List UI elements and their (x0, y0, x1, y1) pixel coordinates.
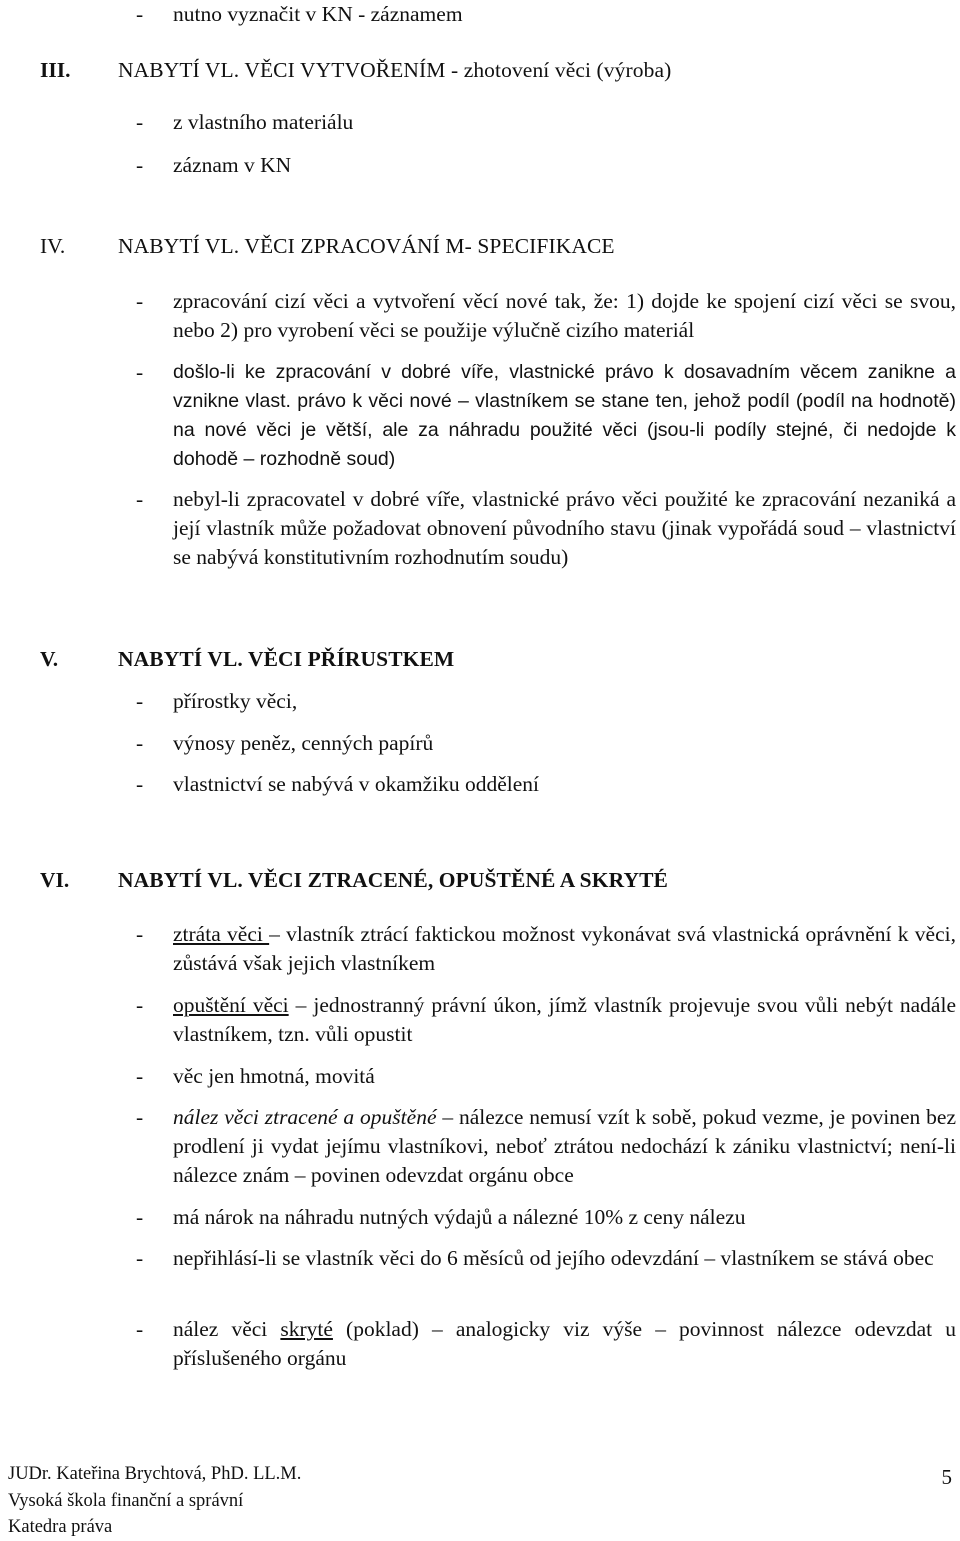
term-italic: nález věci ztracené a opuštěné (173, 1105, 437, 1129)
term-definition: – nálezce nemusí vzít k sobě, pokud vezme, je povinen bez prodlení ji vydat jejímu vlastníkovi, neboť ztrátou nedochází k zániku vlastnictví; není-li nálezce znám – povinen odevzdat orgánu obce (173, 1105, 956, 1187)
footer-author: JUDr. Kateřina Brychtová, PhD. LL.M. (8, 1464, 302, 1484)
bullet-dash: - (136, 110, 144, 134)
bullet-dash: - (136, 689, 144, 713)
list-item-text: nepřihlásí-li se vlastník věci do 6 měsíců od jejího odevzdání – vlastníkem se stává obec (173, 1246, 934, 1270)
bullet-dash: - (136, 772, 144, 796)
section-number-vi: VI. (40, 868, 70, 892)
bullet-dash: - (136, 1317, 144, 1341)
term-definition: (poklad) – analogicky viz výše – povinnost nálezce odevzdat u příslušeného orgánu (173, 1317, 956, 1370)
bullet-dash: - (136, 487, 144, 511)
list-item-text: výnosy peněz, cenných papírů (173, 731, 434, 755)
term-definition: – jednostranný právní úkon, jímž vlastník projevuje svou vůli nebýt nadále vlastníkem, tzn. vůli opustit (173, 993, 956, 1046)
bullet-dash: - (136, 1205, 144, 1229)
bullet-dash: - (136, 731, 144, 755)
section-number-v: V. (40, 647, 59, 671)
list-item-text: nutno vyznačit v KN - záznamem (173, 2, 463, 26)
term-definition: – vlastník ztrácí faktickou možnost vykonávat svá vlastnická oprávnění k věci, zůstává však jejich vlastníkem (173, 922, 956, 975)
section-heading-vi: NABYTÍ VL. VĚCI ZTRACENÉ, OPUŠTĚNÉ A SKRYTÉ (118, 868, 668, 892)
bullet-dash: - (136, 289, 144, 313)
term-underlined: opuštění věci (173, 993, 289, 1017)
bullet-dash: - (136, 1064, 144, 1088)
list-item-text (173, 1103, 956, 1190)
list-item-text: došlo-li ke zpracování v dobré víře, vlastnické právo k dosavadním věcem zanikne a vznikne vlast. právo k věci nové – vlastníkem se stane ten, jehož podíl (podíl na hodnotě) na nové věci je větší, ale za náhradu použité věci (jsou-li podíly stejné, či nedojde k dohodě – rozhodně soud) (173, 361, 956, 470)
bullet-dash: - (136, 1105, 144, 1129)
bullet-dash: - (136, 153, 144, 177)
list-item-text: z vlastního materiálu (173, 110, 354, 134)
footer-department: Katedra práva (8, 1517, 113, 1537)
list-item-text: věc jen hmotná, movitá (173, 1064, 375, 1088)
list-item-text (173, 920, 956, 978)
list-item-text: zpracování cizí věci a vytvoření věcí nové tak, že: 1) dojde ke spojení cizí věci se svou, nebo 2) pro vyrobení věci se použije výlučně cizího materiál (173, 289, 956, 342)
bullet-dash: - (136, 1246, 144, 1270)
bullet-dash: - (136, 993, 144, 1017)
list-item-text (173, 991, 956, 1049)
bullet-dash: - (136, 922, 144, 946)
section-heading-iv: NABYTÍ VL. VĚCI ZPRACOVÁNÍ M- SPECIFIKACE (118, 234, 615, 258)
section-heading-iii: NABYTÍ VL. VĚCI VYTVOŘENÍM - zhotovení věci (výroba) (118, 58, 672, 82)
term-prefix: nález věci (173, 1317, 281, 1341)
section-heading-v: NABYTÍ VL. VĚCI PŘÍRUSTKEM (118, 647, 455, 671)
footer-school: Vysoká škola finanční a správní (8, 1491, 244, 1511)
term-underlined: skryté (280, 1317, 333, 1341)
list-item-text: nebyl-li zpracovatel v dobré víře, vlastnické právo věci použité ke zpracování nezaniká a její vlastník může požadovat obnovení původního stavu (jinak vypořádá soud – vlastnictví se nabývá konstitutivním rozhodnutím soudu) (173, 487, 956, 569)
list-item-text: přírostky věci, (173, 689, 298, 713)
bullet-dash: - (136, 2, 144, 26)
section-number-iii: III. (40, 58, 71, 82)
section-number-iv: IV. (40, 234, 66, 258)
bullet-dash: - (136, 360, 144, 384)
list-item-text: záznam v KN (173, 153, 292, 177)
list-item-text (173, 1315, 956, 1373)
list-item-text: má nárok na náhradu nutných výdajů a nálezné 10% z ceny nálezu (173, 1205, 746, 1229)
list-item-text: vlastnictví se nabývá v okamžiku oddělení (173, 772, 540, 796)
page-number: 5 (941, 1465, 952, 1489)
term-underlined: ztráta věci (173, 922, 270, 946)
